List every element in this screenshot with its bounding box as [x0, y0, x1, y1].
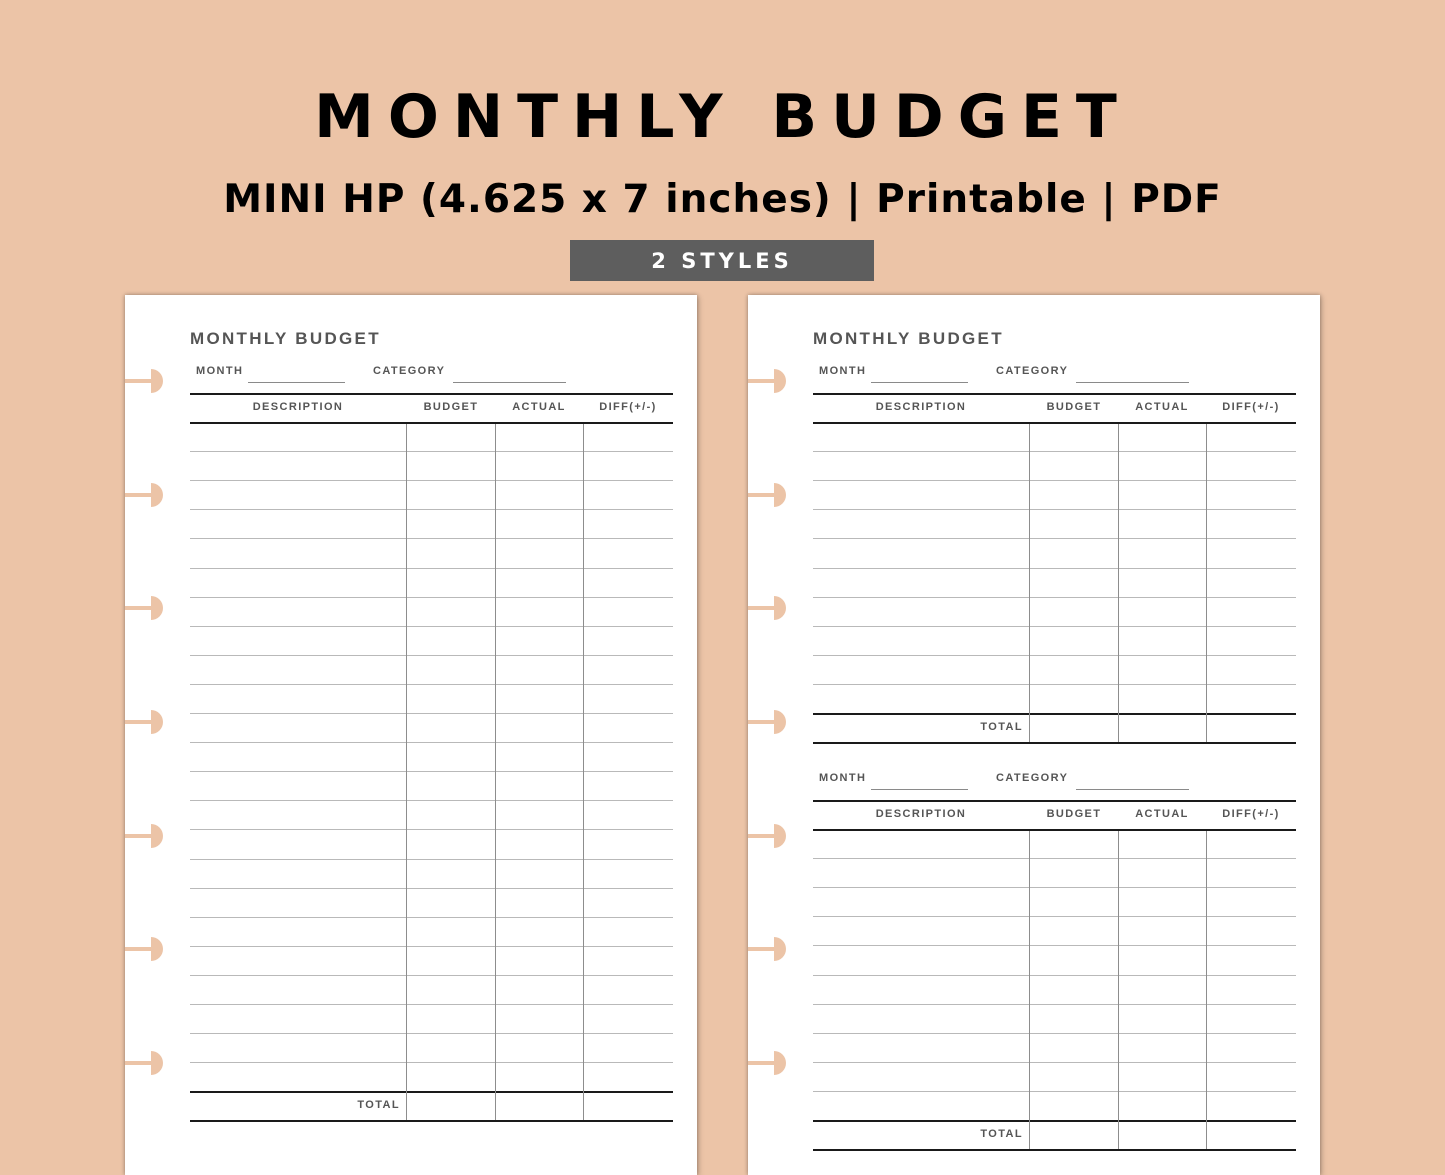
- binder-peg-icon: [125, 1050, 165, 1076]
- sheet-title: MONTHLY BUDGET: [813, 329, 1004, 348]
- table-row[interactable]: [190, 829, 673, 830]
- column-header: ACTUAL: [1135, 401, 1189, 413]
- table-bottom-border: [813, 1149, 1296, 1151]
- column-divider: [1118, 831, 1119, 1149]
- table-row[interactable]: [813, 858, 1296, 859]
- total-label: TOTAL: [980, 1128, 1023, 1140]
- binder-peg-icon: [125, 823, 165, 849]
- table-row[interactable]: [813, 480, 1296, 481]
- column-divider: [1029, 424, 1030, 742]
- column-header: BUDGET: [1046, 401, 1102, 413]
- table-row[interactable]: [813, 626, 1296, 627]
- column-divider: [1029, 831, 1030, 1149]
- sheet-title: MONTHLY BUDGET: [190, 329, 381, 348]
- table-row[interactable]: [190, 975, 673, 976]
- column-header: BUDGET: [423, 401, 479, 413]
- page-title: MONTHLY BUDGET: [314, 82, 1131, 152]
- page-subtitle: MINI HP (4.625 x 7 inches) | Printable | PDF: [223, 177, 1222, 222]
- table-row[interactable]: [813, 887, 1296, 888]
- table-row[interactable]: [190, 538, 673, 539]
- styles-badge: 2 STYLES: [570, 240, 874, 281]
- table-row[interactable]: [190, 1033, 673, 1034]
- column-header: DIFF(+/-): [1222, 808, 1280, 820]
- table-row[interactable]: [813, 1091, 1296, 1092]
- table-row[interactable]: [190, 684, 673, 685]
- table-row[interactable]: [190, 888, 673, 889]
- table-row[interactable]: [813, 655, 1296, 656]
- table-row[interactable]: [190, 509, 673, 510]
- table-row[interactable]: [813, 945, 1296, 946]
- column-header: BUDGET: [1046, 808, 1102, 820]
- total-row-border: [813, 1120, 1296, 1122]
- table-header-border: [813, 829, 1296, 831]
- table-row[interactable]: [190, 742, 673, 743]
- binder-peg-icon: [748, 709, 788, 735]
- table-bottom-border: [813, 742, 1296, 744]
- table-top-border: [813, 800, 1296, 802]
- binder-peg-icon: [125, 482, 165, 508]
- binder-peg-icon: [125, 368, 165, 394]
- category-field[interactable]: [1076, 789, 1189, 790]
- table-row[interactable]: [190, 713, 673, 714]
- category-label: CATEGORY: [996, 772, 1069, 784]
- table-bottom-border: [190, 1120, 673, 1122]
- table-row[interactable]: [813, 1004, 1296, 1005]
- table-row[interactable]: [190, 800, 673, 801]
- binder-peg-icon: [748, 482, 788, 508]
- table-row[interactable]: [813, 975, 1296, 976]
- table-row[interactable]: [190, 946, 673, 947]
- binder-peg-icon: [748, 823, 788, 849]
- total-row-border: [190, 1091, 673, 1093]
- month-field[interactable]: [248, 382, 345, 383]
- month-label: MONTH: [819, 772, 867, 784]
- column-header: ACTUAL: [1135, 808, 1189, 820]
- column-divider: [406, 424, 407, 1120]
- table-row[interactable]: [813, 1033, 1296, 1034]
- category-field[interactable]: [453, 382, 566, 383]
- table-header-border: [190, 422, 673, 424]
- binder-peg-icon: [125, 595, 165, 621]
- month-label: MONTH: [196, 365, 244, 377]
- table-row[interactable]: [813, 684, 1296, 685]
- binder-peg-icon: [748, 936, 788, 962]
- table-row[interactable]: [190, 771, 673, 772]
- category-field[interactable]: [1076, 382, 1189, 383]
- table-row[interactable]: [813, 451, 1296, 452]
- column-divider: [1206, 424, 1207, 742]
- table-row[interactable]: [190, 1004, 673, 1005]
- column-header: DIFF(+/-): [599, 401, 657, 413]
- column-divider: [495, 424, 496, 1120]
- month-label: MONTH: [819, 365, 867, 377]
- table-row[interactable]: [190, 626, 673, 627]
- column-header: DESCRIPTION: [875, 808, 967, 820]
- column-header: DIFF(+/-): [1222, 401, 1280, 413]
- column-header: DESCRIPTION: [252, 401, 344, 413]
- table-top-border: [813, 393, 1296, 395]
- binder-peg-icon: [125, 936, 165, 962]
- table-row[interactable]: [813, 509, 1296, 510]
- month-field[interactable]: [871, 789, 968, 790]
- column-divider: [1206, 831, 1207, 1149]
- table-row[interactable]: [190, 655, 673, 656]
- table-row[interactable]: [813, 597, 1296, 598]
- table-row[interactable]: [190, 568, 673, 569]
- binder-peg-icon: [748, 368, 788, 394]
- table-row[interactable]: [190, 451, 673, 452]
- binder-peg-icon: [748, 1050, 788, 1076]
- total-label: TOTAL: [980, 721, 1023, 733]
- table-row[interactable]: [813, 916, 1296, 917]
- table-row[interactable]: [813, 1062, 1296, 1063]
- column-header: ACTUAL: [512, 401, 566, 413]
- table-row[interactable]: [813, 568, 1296, 569]
- table-row[interactable]: [190, 859, 673, 860]
- table-row[interactable]: [813, 538, 1296, 539]
- column-divider: [583, 424, 584, 1120]
- table-row[interactable]: [190, 1062, 673, 1063]
- column-header: DESCRIPTION: [875, 401, 967, 413]
- table-top-border: [190, 393, 673, 395]
- binder-peg-icon: [748, 595, 788, 621]
- table-row[interactable]: [190, 480, 673, 481]
- category-label: CATEGORY: [996, 365, 1069, 377]
- column-divider: [1118, 424, 1119, 742]
- table-row[interactable]: [190, 597, 673, 598]
- total-label: TOTAL: [357, 1099, 400, 1112]
- planner-sheet-style-2: [748, 295, 1320, 1175]
- month-field[interactable]: [871, 382, 968, 383]
- total-row-border: [813, 713, 1296, 715]
- planner-sheet-style-1: [125, 295, 697, 1175]
- table-header-border: [813, 422, 1296, 424]
- binder-peg-icon: [125, 709, 165, 735]
- table-row[interactable]: [190, 917, 673, 918]
- category-label: CATEGORY: [373, 365, 446, 377]
